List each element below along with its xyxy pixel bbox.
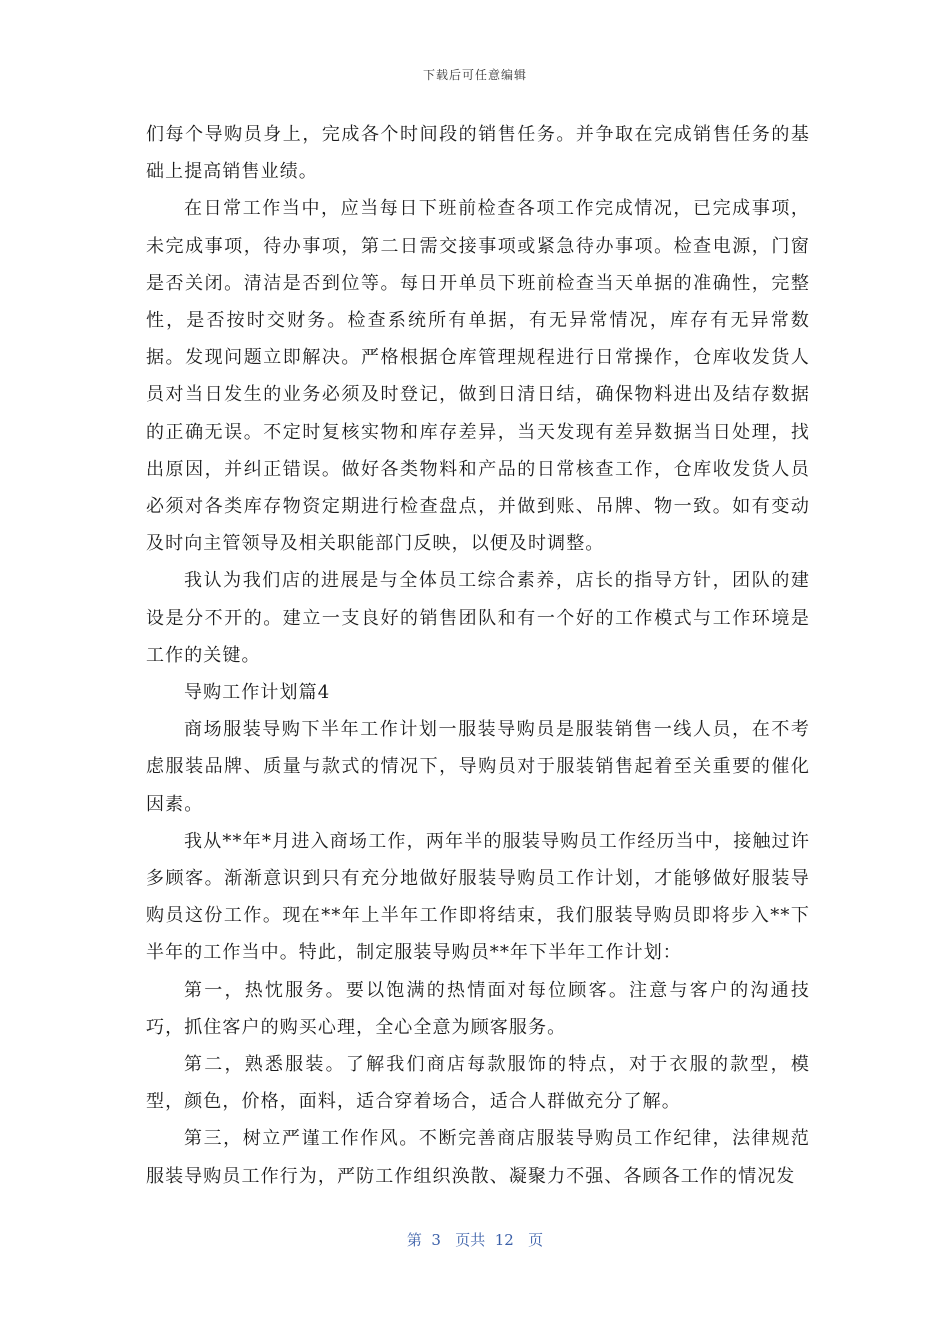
- paragraph-5: 我从**年*月进入商场工作，两年半的服装导购员工作经历当中，接触过许多顾客。渐渐意识到只有充分地做好服装导购员工作计划，才能够做好服装导购员这份工作。现在**年上半年工作即将结束，我们服装导购员即将步入**下半年的工作当中。特此，制定服装导购员**年下半年工作计划：: [146, 830, 810, 964]
- paragraph-6: 第一，热忱服务。要以饱满的热情面对每位顾客。注意与客户的沟通技巧，抓住客户的购买心理，全心全意为顾客服务。: [146, 979, 810, 1038]
- paragraph-1: 们每个导购员身上，完成各个时间段的销售任务。并争取在完成销售任务的基础上提高销售业绩。: [146, 124, 810, 183]
- paragraph-7: 第二，熟悉服装。了解我们商店每款服饰的特点，对于衣服的款型，模型，颜色，价格，面料，适合穿着场合，适合人群做充分了解。: [146, 1054, 810, 1113]
- paragraph-4: 商场服装导购下半年工作计划一服装导购员是服装销售一线人员，在不考虑服装品牌、质量与款式的情况下，导购员对于服装销售起着至关重要的催化因素。: [146, 719, 810, 815]
- page-header: 下载后可任意编辑: [422, 68, 527, 82]
- section-heading: 导购工作计划篇4: [184, 682, 331, 704]
- document-body: [146, 116, 810, 1195]
- paragraph-8: 第三，树立严谨工作作风。不断完善商店服装导购员工作纪律，法律规范服装导购员工作行为，严防工作组织涣散、凝聚力不强、各顾各工作的情况发: [146, 1128, 810, 1187]
- paragraph-3: 我认为我们店的进展是与全体员工综合素养，店长的指导方针，团队的建设是分不开的。建立一支良好的销售团队和有一个好的工作模式与工作环境是工作的关键。: [146, 570, 810, 666]
- paragraph-2: 在日常工作当中，应当每日下班前检查各项工作完成情况，已完成事项，未完成事项，待办事项，第二日需交接事项或紧急待办事项。检查电源，门窗是否关闭。清洁是否到位等。每日开单员下班前检查当天单据的准确性，完整性，是否按时交财务。检查系统所有单据，有无异常情况，库存有无异常数据。发现问题立即解决。严格根据仓库管理规程进行日常操作，仓库收发货人员对当日发生的业务必须及时登记，做到日清日结，确保物料进出及结存数据的正确无误。不定时复核实物和库存差异，当天发现有差异数据当日处理，找出原因，并纠正错误。做好各类物料和产品的日常核查工作，仓库收发货人员必须对各类库存物资定期进行检查盘点，并做到账、吊牌、物一致。如有变动及时向主管领导及相关职能部门反映，以便及时调整。: [146, 198, 810, 555]
- page-footer: 第 3 页共 12 页: [406, 1231, 544, 1249]
